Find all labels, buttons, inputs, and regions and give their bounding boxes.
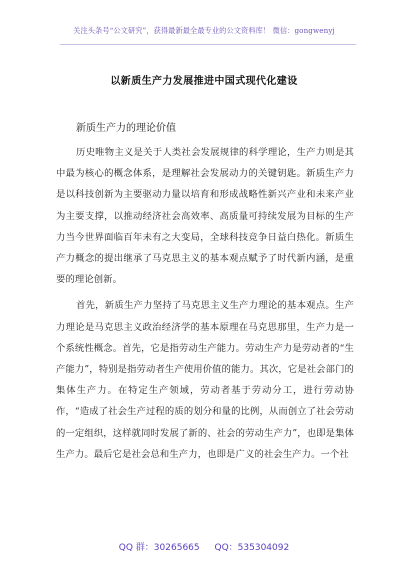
footer-qq-group: QQ 群：30265665 [118,543,200,553]
header-banner: 关注头条号“公文研究”，获得最新最全最专业的公文资料库！ 微信：gongwenyj [73,26,335,35]
paragraph: 首先，新质生产力坚持了马克思主义生产力理论的基本观点。生产力理论是马克思主义政治经济学的基本原理在马克思那里，生产力是一个系统性概念。首先，它是指劳动生产能力。劳动生产力是劳动者的“生产能力”，特别是指劳动者生产使用价值的能力。其次，它是社会部门的集体生产力。在特定生产领域，劳动者基于劳动分工，进行劳动协作，“造成了社会生产过程的质的划分和量的比例，从而创立了社会劳动的一定组织，这样就同时发展了新的、社会的劳动生产力”，也即是集体生产力。最后它是社会总和生产力，也即是广义的社会生产力。一个社 [56,300,354,460]
document-body [56,120,354,470]
section-heading: 新质生产力的理论价值 [76,123,176,134]
footer-contact [0,540,408,553]
header-divider [60,44,356,45]
paragraph: 历史唯物主义是关于人类社会发展规律的科学理论，生产力则是其中最为核心的概念体系，是理解社会发展动力的关键钥匙。新质生产力是以科技创新为主要驱动力量以培育和形成战略性新兴产业和未来产业为主要支撑，以推动经济社会高效率、高质量可持续发展为目标的生产力当今世界面临百年未有之大变局，全球科技竞争日益白热化。新质生产力概念的提出继承了马克思主义的基本观点赋予了时代新内涵，是重要的理论创新。 [56,147,354,286]
footer-qq: QQ：535304092 [214,543,290,553]
document-title: 以新质生产力发展推进中国式现代化建设 [110,76,298,87]
